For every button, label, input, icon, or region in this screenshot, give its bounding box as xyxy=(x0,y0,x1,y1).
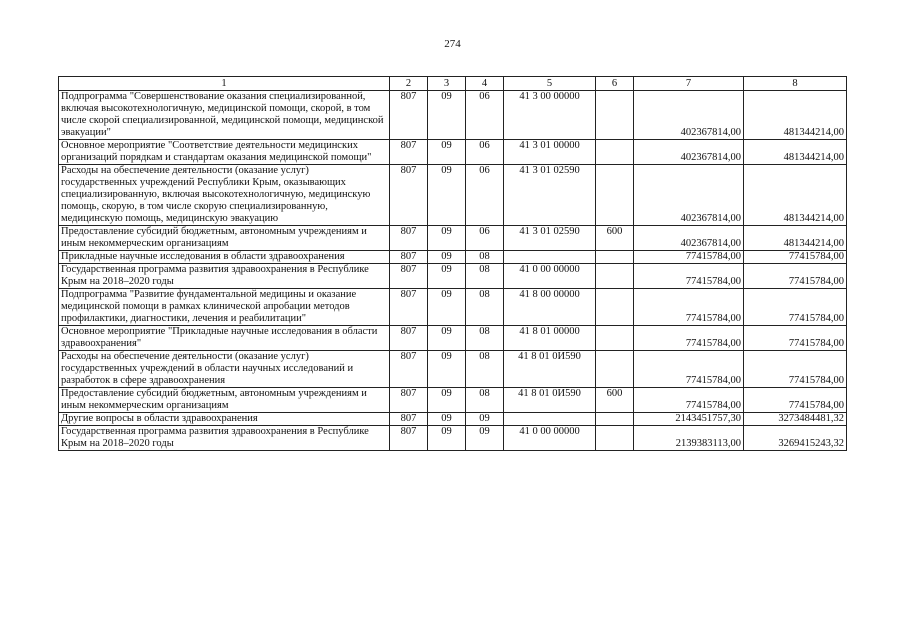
budget-table xyxy=(58,76,847,451)
ministry-code-cell: 807 xyxy=(390,165,428,226)
amount-year2-cell: 77415784,00 xyxy=(744,351,847,388)
target-article-cell xyxy=(504,413,596,426)
target-article-cell: 41 3 00 00000 xyxy=(504,91,596,140)
subsection-code-cell: 08 xyxy=(466,251,504,264)
amount-year1-cell: 77415784,00 xyxy=(634,388,744,413)
amount-year1-cell: 402367814,00 xyxy=(634,165,744,226)
section-code-cell: 09 xyxy=(428,165,466,226)
subsection-code-cell: 08 xyxy=(466,388,504,413)
target-article-cell: 41 3 01 02590 xyxy=(504,226,596,251)
row-name-cell: Предоставление субсидий бюджетным, автономным учреждениям и иным некоммерческим организациям xyxy=(59,388,390,413)
amount-year2-cell: 77415784,00 xyxy=(744,251,847,264)
amount-year2-cell: 77415784,00 xyxy=(744,388,847,413)
amount-year2-cell: 3273484481,32 xyxy=(744,413,847,426)
subsection-code-cell: 08 xyxy=(466,264,504,289)
ministry-code-cell: 807 xyxy=(390,91,428,140)
amount-year1-cell: 77415784,00 xyxy=(634,289,744,326)
expense-type-cell: 600 xyxy=(596,226,634,251)
subsection-code-cell: 06 xyxy=(466,226,504,251)
row-name-cell: Другие вопросы в области здравоохранения xyxy=(59,413,390,426)
table-row xyxy=(59,351,847,388)
target-article-cell: 41 8 01 0И590 xyxy=(504,388,596,413)
amount-year2-cell: 77415784,00 xyxy=(744,264,847,289)
expense-type-cell xyxy=(596,426,634,451)
row-name-cell: Расходы на обеспечение деятельности (оказание услуг) государственных учреждений в области научных исследований и разработок в сфере здравоохранения xyxy=(59,351,390,388)
expense-type-cell xyxy=(596,91,634,140)
subsection-code-cell: 06 xyxy=(466,91,504,140)
target-article-cell xyxy=(504,251,596,264)
amount-year1-cell: 2139383113,00 xyxy=(634,426,744,451)
amount-year2-cell: 77415784,00 xyxy=(744,289,847,326)
ministry-code-cell: 807 xyxy=(390,426,428,451)
section-code-cell: 09 xyxy=(428,264,466,289)
column-number: 1 xyxy=(59,77,390,91)
target-article-cell: 41 3 01 00000 xyxy=(504,140,596,165)
page-number: 274 xyxy=(444,38,461,50)
subsection-code-cell: 08 xyxy=(466,351,504,388)
amount-year1-cell: 402367814,00 xyxy=(634,91,744,140)
table-row xyxy=(59,264,847,289)
amount-year2-cell: 481344214,00 xyxy=(744,165,847,226)
section-code-cell: 09 xyxy=(428,140,466,165)
ministry-code-cell: 807 xyxy=(390,351,428,388)
table-row xyxy=(59,165,847,226)
row-name-cell: Государственная программа развития здравоохранения в Республике Крым на 2018–2020 годы xyxy=(59,426,390,451)
expense-type-cell xyxy=(596,289,634,326)
row-name-cell: Расходы на обеспечение деятельности (оказание услуг) государственных учреждений Республики Крым, оказывающих специализированную, включая высокотехнологичную, медицинскую помощь, скорую, в том числе скорую специализированную, медицинскую помощь, медицинскую эвакуацию xyxy=(59,165,390,226)
table-row xyxy=(59,426,847,451)
table-body xyxy=(59,77,847,451)
ministry-code-cell: 807 xyxy=(390,326,428,351)
subsection-code-cell: 06 xyxy=(466,165,504,226)
ministry-code-cell: 807 xyxy=(390,226,428,251)
table-row xyxy=(59,413,847,426)
ministry-code-cell: 807 xyxy=(390,251,428,264)
column-number: 5 xyxy=(504,77,596,91)
expense-type-cell xyxy=(596,251,634,264)
section-code-cell: 09 xyxy=(428,251,466,264)
row-name-cell: Основное мероприятие "Прикладные научные исследования в области здравоохранения" xyxy=(59,326,390,351)
section-code-cell: 09 xyxy=(428,388,466,413)
amount-year2-cell: 77415784,00 xyxy=(744,326,847,351)
ministry-code-cell: 807 xyxy=(390,413,428,426)
amount-year2-cell: 481344214,00 xyxy=(744,91,847,140)
section-code-cell: 09 xyxy=(428,289,466,326)
amount-year2-cell: 481344214,00 xyxy=(744,226,847,251)
ministry-code-cell: 807 xyxy=(390,289,428,326)
amount-year1-cell: 77415784,00 xyxy=(634,326,744,351)
expense-type-cell xyxy=(596,351,634,388)
ministry-code-cell: 807 xyxy=(390,140,428,165)
subsection-code-cell: 06 xyxy=(466,140,504,165)
row-name-cell: Подпрограмма "Совершенствование оказания специализированной, включая высокотехнологичную, медицинской помощи, скорой, в том числе скорой специализированной, медицинской помощи, медицинской эвакуации" xyxy=(59,91,390,140)
expense-type-cell xyxy=(596,165,634,226)
subsection-code-cell: 08 xyxy=(466,289,504,326)
ministry-code-cell: 807 xyxy=(390,264,428,289)
column-number: 6 xyxy=(596,77,634,91)
table-row xyxy=(59,140,847,165)
column-number: 8 xyxy=(744,77,847,91)
amount-year1-cell: 77415784,00 xyxy=(634,351,744,388)
section-code-cell: 09 xyxy=(428,326,466,351)
section-code-cell: 09 xyxy=(428,426,466,451)
amount-year1-cell: 77415784,00 xyxy=(634,251,744,264)
target-article-cell: 41 3 01 02590 xyxy=(504,165,596,226)
column-number: 2 xyxy=(390,77,428,91)
column-number: 3 xyxy=(428,77,466,91)
ministry-code-cell: 807 xyxy=(390,388,428,413)
amount-year1-cell: 402367814,00 xyxy=(634,226,744,251)
row-name-cell: Подпрограмма "Развитие фундаментальной медицины и оказание медицинской помощи в рамках клинической апробации методов профилактики, диагностики, лечения и реабилитации" xyxy=(59,289,390,326)
subsection-code-cell: 08 xyxy=(466,326,504,351)
table-row xyxy=(59,326,847,351)
target-article-cell: 41 8 01 00000 xyxy=(504,326,596,351)
amount-year2-cell: 3269415243,32 xyxy=(744,426,847,451)
amount-year1-cell: 402367814,00 xyxy=(634,140,744,165)
subsection-code-cell: 09 xyxy=(466,426,504,451)
amount-year2-cell: 481344214,00 xyxy=(744,140,847,165)
subsection-code-cell: 09 xyxy=(466,413,504,426)
section-code-cell: 09 xyxy=(428,351,466,388)
row-name-cell: Прикладные научные исследования в области здравоохранения xyxy=(59,251,390,264)
table-row xyxy=(59,91,847,140)
target-article-cell: 41 8 00 00000 xyxy=(504,289,596,326)
target-article-cell: 41 8 01 0И590 xyxy=(504,351,596,388)
expense-type-cell xyxy=(596,413,634,426)
table-row xyxy=(59,388,847,413)
section-code-cell: 09 xyxy=(428,413,466,426)
row-name-cell: Основное мероприятие "Соответствие деятельности медицинских организаций порядкам и стандартам оказания медицинской помощи" xyxy=(59,140,390,165)
expense-type-cell xyxy=(596,140,634,165)
row-name-cell: Государственная программа развития здравоохранения в Республике Крым на 2018–2020 годы xyxy=(59,264,390,289)
column-number: 7 xyxy=(634,77,744,91)
section-code-cell: 09 xyxy=(428,91,466,140)
table-row xyxy=(59,289,847,326)
expense-type-cell xyxy=(596,326,634,351)
table-row xyxy=(59,251,847,264)
expense-type-cell: 600 xyxy=(596,388,634,413)
amount-year1-cell: 2143451757,30 xyxy=(634,413,744,426)
expense-type-cell xyxy=(596,264,634,289)
column-number-row xyxy=(59,77,847,91)
column-number: 4 xyxy=(466,77,504,91)
row-name-cell: Предоставление субсидий бюджетным, автономным учреждениям и иным некоммерческим организациям xyxy=(59,226,390,251)
amount-year1-cell: 77415784,00 xyxy=(634,264,744,289)
table-row xyxy=(59,226,847,251)
target-article-cell: 41 0 00 00000 xyxy=(504,426,596,451)
target-article-cell: 41 0 00 00000 xyxy=(504,264,596,289)
section-code-cell: 09 xyxy=(428,226,466,251)
